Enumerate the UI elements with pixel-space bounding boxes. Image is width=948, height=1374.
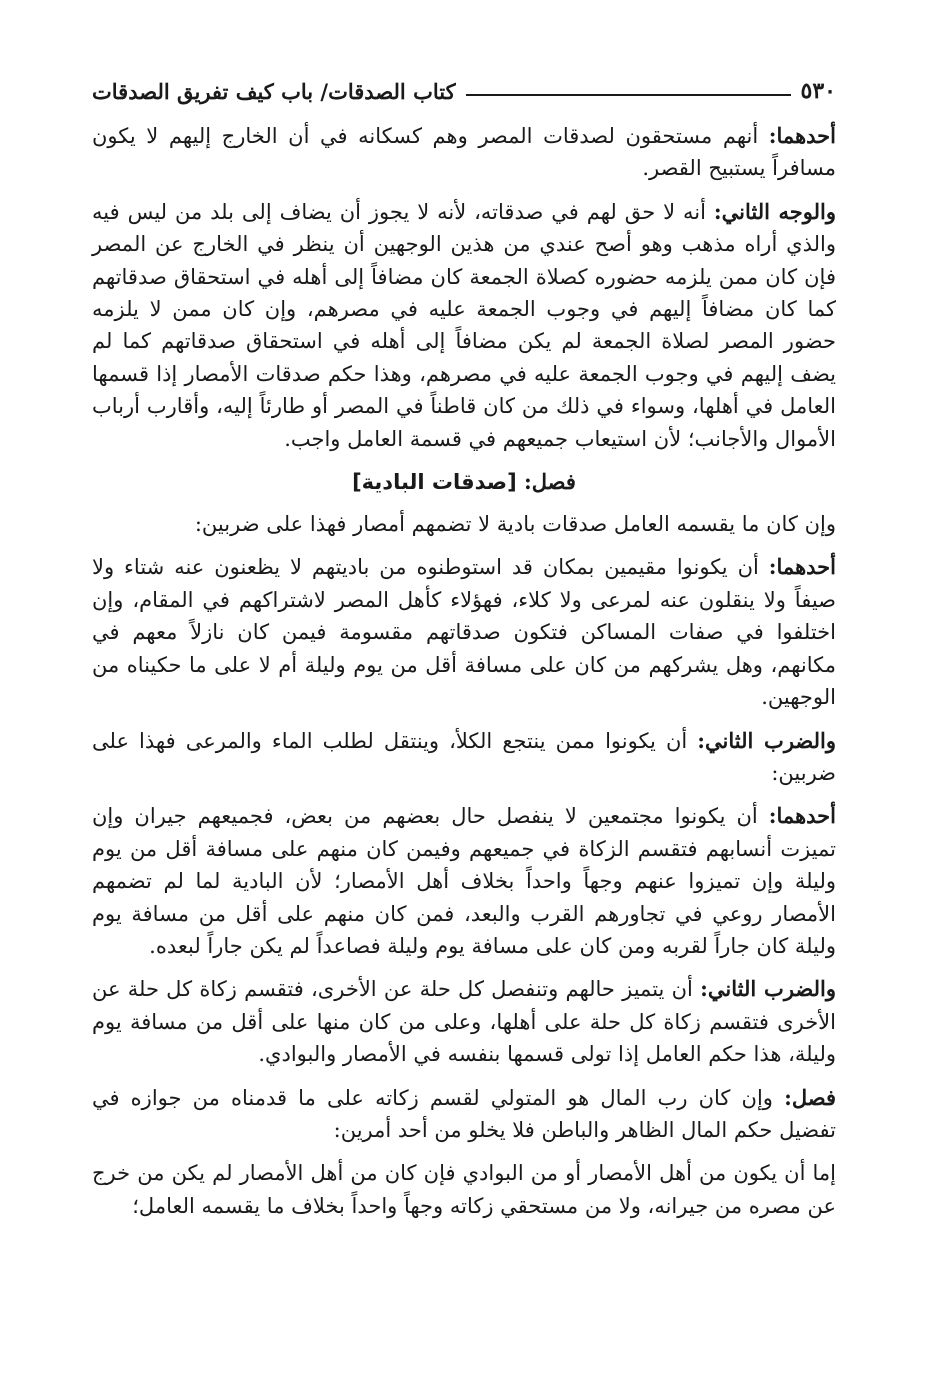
paragraph-text: أنه لا حق لهم في صدقاته، لأنه لا يجوز أن يضاف إلى بلد من ليس فيه والذي أراه مذهب وهو أصح عندي من هذين الوجهين أن ينظر في الخارج عن المصر فإن كان ممن يلزمه حضوره كصلاة الجمعة كان مضافاً إلى أهله في استحقاق صدقاتهم كما كان مضافاً إليهم في وجوب الجمعة عليه في مصرهم، وإن كان ممن لا يلزمه حضور المصر لصلاة الجمعة لم يكن مضافاً إلى أهله في استحقاق صدقاتهم كما لم يضف إليهم في وجوب الجمعة عليه في مصرهم، وهذا حكم صدقات الأمصار إذا قسمها العامل في أهلها، وسواء في ذلك من كان قاطناً في المصر أو طارئاً إليه، وأقارب أرباب الأموال والأجانب؛ لأن استيعاب جميعهم في قسمة العامل واجب. — [92, 199, 836, 451]
paragraph-first-view — [92, 120, 836, 185]
page-number: ٥٣٠ — [800, 78, 836, 104]
paragraph-text: إما أن يكون من أهل الأمصار أو من البوادي فإن كان من أهل الأمصار لم يكن من خرج عن مصره من جيرانه، ولا من مستحقي زكاته وجهاً واحداً بخلاف ما يقسمه العامل؛ — [92, 1161, 836, 1218]
paragraph-settled-bedouins — [92, 551, 836, 713]
paragraph-lead: والضرب الثاني: — [697, 727, 836, 753]
paragraph-owner-distribution — [92, 1082, 836, 1147]
header-rule — [466, 94, 791, 96]
section-title: [صدقات البادية] — [352, 470, 524, 495]
paragraph-second-view — [92, 196, 836, 455]
section-heading-bedouin-alms — [92, 466, 836, 498]
paragraph-text: وإن كان ما يقسمه العامل صدقات بادية لا تضمهم أمصار فهذا على ضربين: — [194, 512, 836, 537]
paragraph-nomadic-bedouins — [92, 725, 836, 790]
paragraph-lead: أحدهما: — [768, 803, 836, 829]
paragraph-city-or-desert — [92, 1157, 836, 1222]
paragraph-lead: أحدهما: — [768, 554, 836, 580]
section-label: فصل: — [524, 469, 576, 495]
paragraph-lead: والوجه الثاني: — [713, 198, 837, 224]
paragraph-text: أنهم مستحقون لصدقات المصر وهم كسكانه في أن الخارج إليهم لا يكون مسافراً يستبيح القصر. — [92, 124, 836, 181]
page-header — [92, 70, 836, 108]
paragraph-text: أن يتميز حالهم وتنفصل كل حلة عن الأخرى، فتقسم زكاة كل حلة عن الأخرى فتقسم زكاة كل حلة على أهلها، وعلى من كان منها على أقل من مسافة يوم وليلة، هذا حكم العامل إذا تولى قسمها بنفسه في الأمصار والبوادي. — [92, 977, 836, 1067]
paragraph-text: أن يكونوا ممن ينتجع الكلأ، وينتقل لطلب الماء والمرعى فهذا على ضربين: — [92, 728, 836, 785]
running-title: كتاب الصدقات/ باب كيف تفريق الصدقات — [92, 79, 456, 104]
paragraph-text: أن يكونوا مقيمين بمكان قد استوطنوه من باديتهم لا يظعنون عنه شتاء ولا صيفاً ولا ينقلون عنه لمرعى ولا كلاء، فهؤلاء كأهل المصر لاشتراكهم في المقام، وإن اختلفوا في صفات المساكن فتكون صدقاتهم مقسومة فيمن كان نازلاً معهم في مكانهم، وهل يشركهم من كان على مسافة أقل من يوم وليلة أم لا على ما حكيناه من الوجهين. — [92, 555, 836, 710]
paragraph-gathered-nomads — [92, 800, 836, 962]
paragraph-bedouin-intro — [92, 508, 836, 540]
paragraph-lead: فصل: — [784, 1084, 836, 1110]
paragraph-separated-camps — [92, 973, 836, 1070]
paragraph-text: أن يكونوا مجتمعين لا ينفصل حال بعضهم من بعض، فجميعهم جيران وإن تميزت أنسابهم فتقسم الزكاة في جميعهم وفيمن كان منهم على مسافة أقل من يوم وليلة وإن تميزوا عنهم وجهاً واحداً بخلاف أهل الأمصار؛ لأن البادية لما لم تضمهم الأمصار روعي في تجاورهم القرب والبعد، فمن كان منهم على أقل من مسافة يوم وليلة كان جاراً لقربه ومن كان على مسافة يوم وليلة فصاعداً لم يكن جاراً لبعده. — [92, 804, 836, 958]
paragraph-lead: والضرب الثاني: — [700, 976, 836, 1002]
paragraph-lead: أحدهما: — [768, 123, 836, 148]
page-body — [92, 120, 836, 1222]
paragraph-text: وإن كان رب المال هو المتولي لقسم زكاته على ما قدمناه من جوازه في تفضيل حكم المال الظاهر والباطن فلا يخلو من أحد أمرين: — [92, 1085, 836, 1142]
